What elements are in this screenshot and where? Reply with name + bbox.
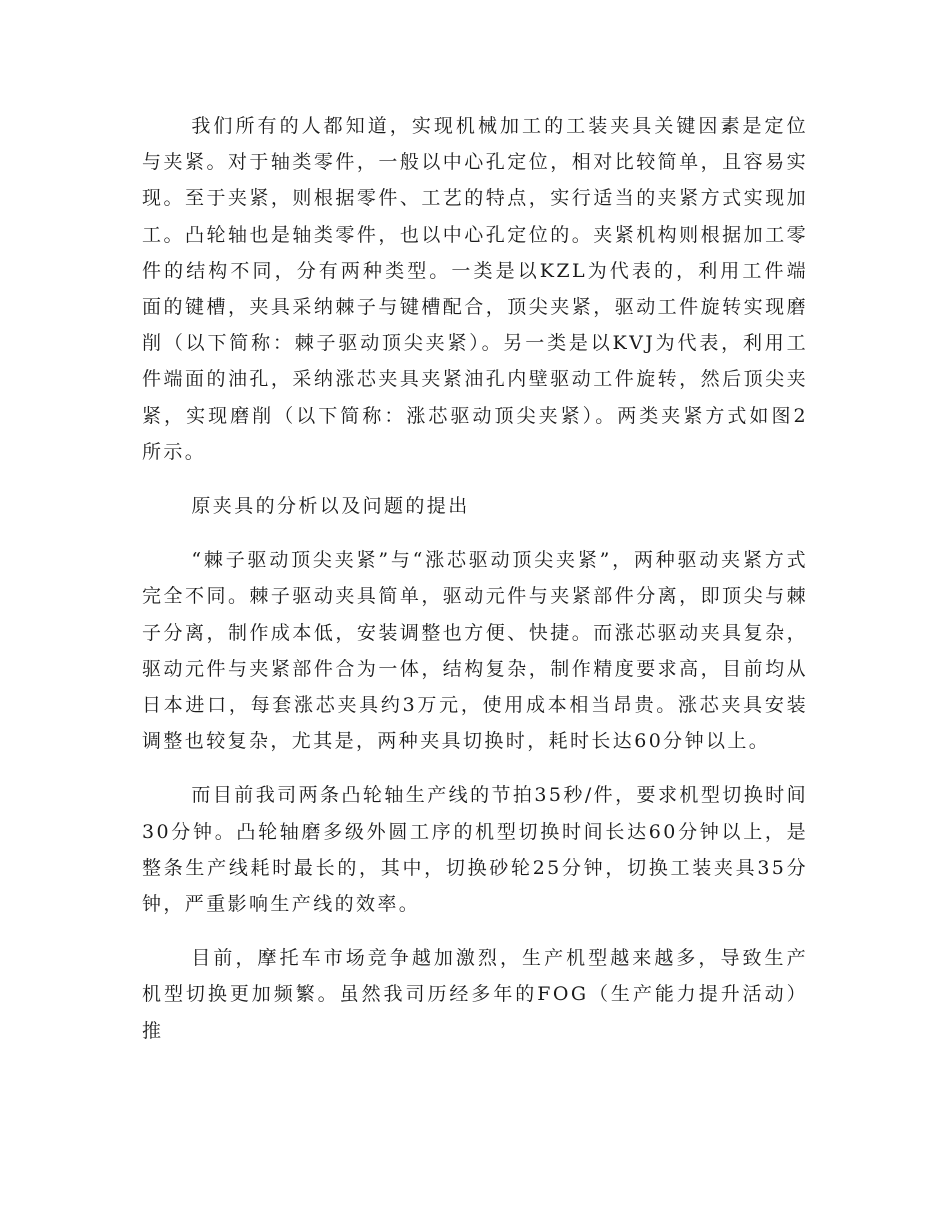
paragraph-production-line-takt: 而目前我司两条凸轮轴生产线的节拍35秒/件，要求机型切换时间30分钟。凸轮轴磨多级外圆工序的机型切换时间长达60分钟以上，是整条生产线耗时最长的，其中，切换砂轮25分钟，切换工装夹具35分钟，严重影响生产线的效率。 [142,784,808,916]
paragraph-clamping-overview: 我们所有的人都知道，实现机械加工的工装夹具关键因素是定位与夹紧。对于轴类零件，一般以中心孔定位，相对比较简单，且容易实现。至于夹紧，则根据零件、工艺的特点，实行适当的夹紧方式实现加工。凸轮轴也是轴类零件，也以中心孔定位的。夹紧机构则根据加工零件的结构不同，分有两种类型。一类是以KZL为代表的，利用工件端面的键槽，夹具采纳棘子与键槽配合，顶尖夹紧，驱动工件旋转实现磨削（以下简称：棘子驱动顶尖夹紧）。另一类是以KVJ为代表，利用工件端面的油孔，采纳涨芯夹具夹紧油孔内壁驱动工件旋转，然后顶尖夹紧，实现磨削（以下简称：涨芯驱动顶尖夹紧）。两类夹紧方式如图2所示。 [142,115,808,463]
paragraph-drive-clamping-comparison: “棘子驱动顶尖夹紧”与“涨芯驱动顶尖夹紧”，两种驱动夹紧方式完全不同。棘子驱动夹具简单，驱动元件与夹紧部件分离，即顶尖与棘子分离，制作成本低，安装调整也方便、快捷。而涨芯驱动夹具复杂，驱动元件与夹紧部件合为一体，结构复杂，制作精度要求高，目前均从日本进口，每套涨芯夹具约3万元，使用成本相当昂贵。涨芯夹具安装调整也较复杂，尤其是，两种夹具切换时，耗时长达60分钟以上。 [142,549,808,753]
paragraph-market-competition: 目前，摩托车市场竞争越加激烈，生产机型越来越多，导致生产机型切换更加频繁。虽然我司历经多年的FOG（生产能力提升活动）推 [142,947,808,1042]
section-heading-original-fixture-analysis: 原夹具的分析以及问题的提出 [191,495,470,518]
document-body [142,108,808,1067]
